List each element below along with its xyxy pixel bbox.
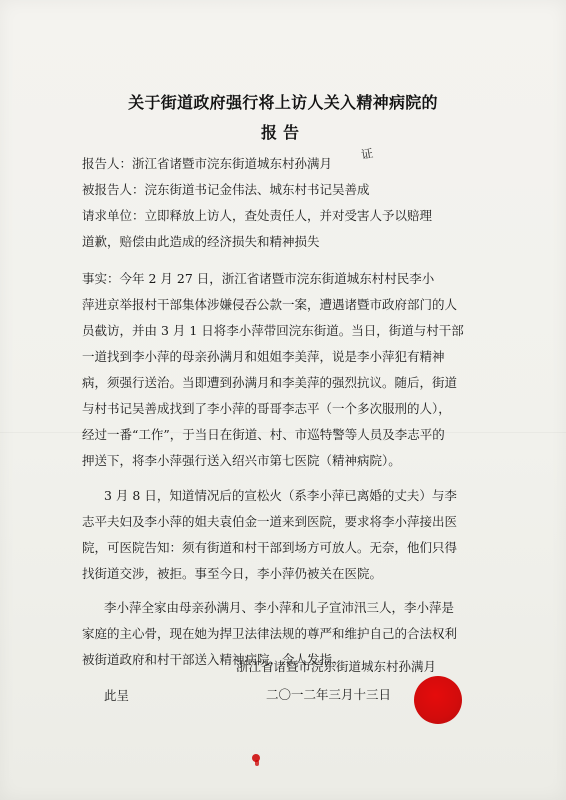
body-line-7: 经过一番“工作”，于当日在街道、村、市巡特警等人员及李志平的	[82, 427, 445, 442]
body-line-4: 一道找到李小萍的母亲孙满月和姐姐李美萍，说是李小萍犯有精神	[82, 349, 445, 364]
body-line-6: 与村书记吴善成找到了李小萍的哥哥李志平（一个多次服刑的人），	[82, 401, 451, 416]
signature-line: 浙江省诸暨市浣东街道城东村孙满月	[236, 659, 437, 674]
body-line-12: 找街道交涉，被拒。事至今日，李小萍仍被关在医院。	[82, 566, 383, 581]
red-seal	[414, 676, 462, 724]
handwritten-correction: 证	[359, 146, 375, 162]
reporter-line: 报告人：浙江省诸暨市浣东街道城东村孙满月	[82, 156, 333, 171]
body-line-15: 被街道政府和村干部送入精神病院，令人发指。	[82, 652, 345, 667]
closing-line: 此呈	[104, 688, 130, 703]
body-line-1: 事实：今年 2 月 27 日，浙江省诸暨市浣东街道城东村村民李小	[82, 271, 435, 286]
date-line: 二〇一二年三月十三日	[266, 687, 392, 702]
body-line-9: 3 月 8 日，知道情况后的宣松火（系李小萍已离婚的丈夫）与李	[104, 488, 457, 503]
request-line-2: 道歉，赔偿由此造成的经济损失和精神损失	[82, 234, 320, 249]
red-ink-mark-tail	[255, 760, 259, 766]
reported-people-line: 被报告人：浣东街道书记金伟法、城东村书记吴善成	[82, 182, 370, 197]
body-line-3: 员截访，并由 3 月 1 日将李小萍带回浣东街道。当日，街道与村干部	[82, 323, 464, 338]
paper-fold-line	[0, 432, 566, 433]
body-line-8: 押送下，将李小萍强行送入绍兴市第七医院（精神病院）。	[82, 453, 401, 468]
document-title-line-2: 报告	[260, 123, 305, 142]
body-line-5: 病，须强行送治。当即遭到孙满月和李美萍的强烈抗议。随后，街道	[82, 375, 458, 390]
document-title-line-1: 关于街道政府强行将上访人关入精神病院的	[128, 93, 438, 112]
request-line-1: 请求单位：立即释放上访人，查处责任人，并对受害人予以赔理	[82, 208, 433, 223]
body-line-2: 萍进京举报村干部集体涉嫌侵吞公款一案，遭遇诸暨市政府部门的人	[82, 297, 458, 312]
body-line-11: 院，可医院告知：须有街道和村干部到场方可放人。无奈，他们只得	[82, 540, 458, 555]
body-line-13: 李小萍全家由母亲孙满月、李小萍和儿子宣沛汛三人，李小萍是	[104, 600, 455, 615]
body-line-10: 志平夫妇及李小萍的姐夫袁伯金一道来到医院，要求将李小萍接出医	[82, 514, 458, 529]
body-line-14: 家庭的主心骨，现在她为捍卫法律法规的尊严和维护自己的合法权利	[82, 626, 458, 641]
